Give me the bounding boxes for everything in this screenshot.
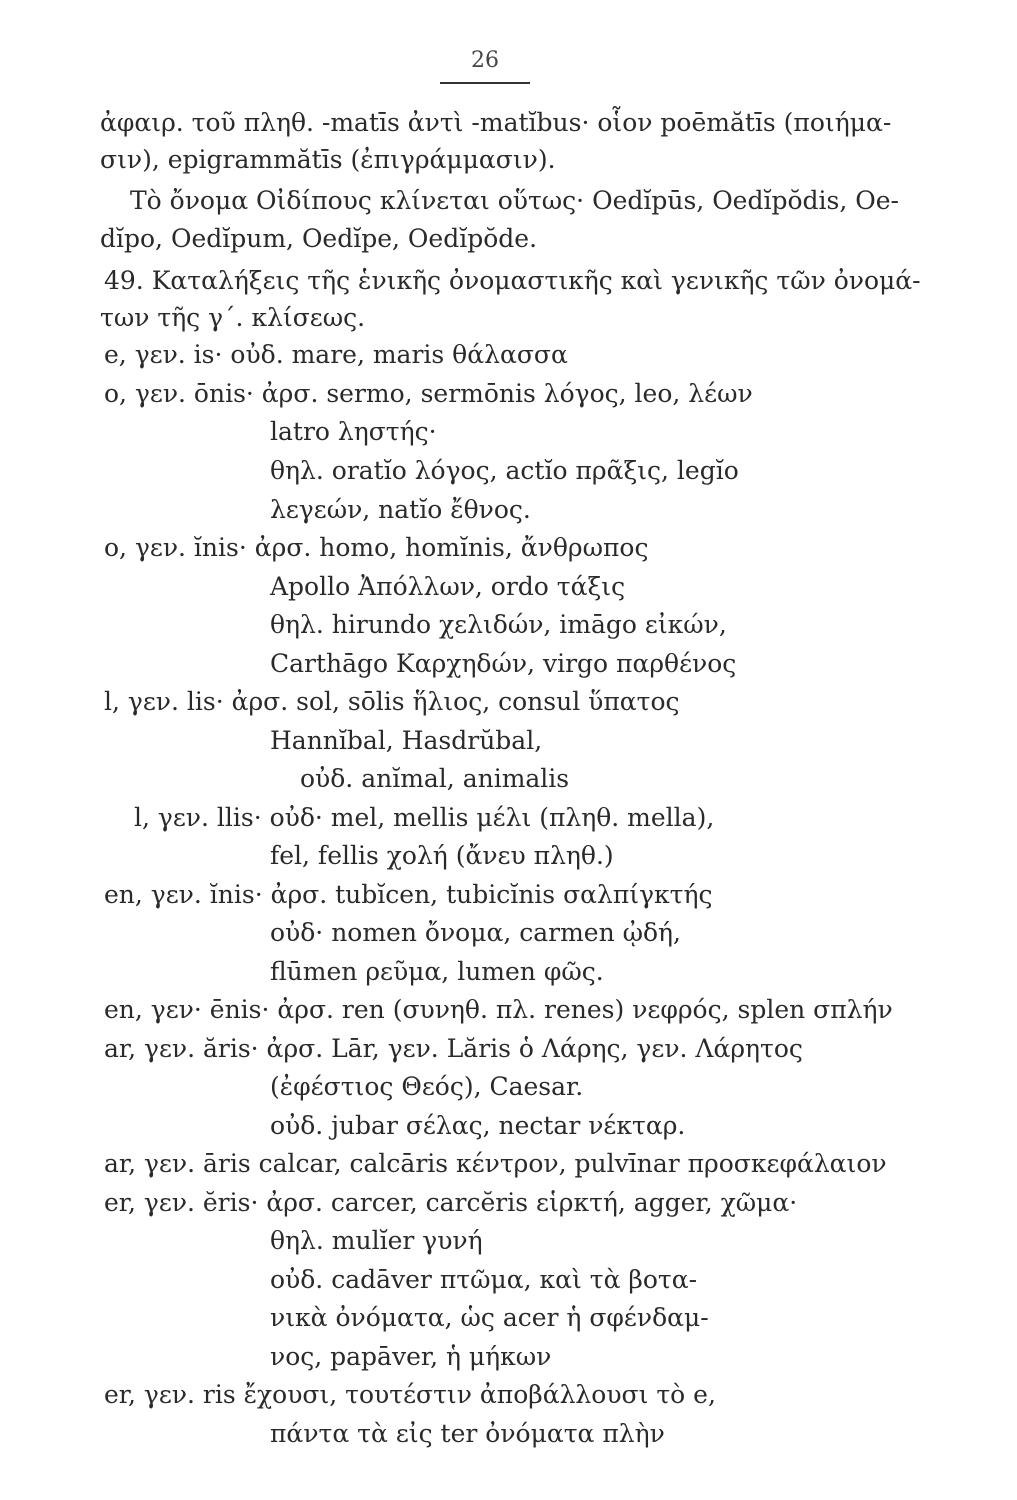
entry-continuation: Carthāgo Καρχηδών, virgo παρθένος [270,649,737,678]
ending-entry: en, γεν. ĭnis· ἀρσ. tubĭcen, tubicĭnis σαλπίγκτής [104,880,713,909]
section-heading: 49. Καταλήξεις τῆς ἑνικῆς ὀνομαστικῆς καὶ γενικῆς τῶν ὀνομά- [104,266,921,295]
entry-continuation: Apollo Ἀπόλλων, ordo τάξις [270,572,626,601]
ending-entry: er, γεν. ĕris· ἀρσ. carcer, carcĕris εἱρκτή, agger, χῶμα· [104,1188,798,1217]
entry-continuation: θηλ. oratĭo λόγος, actĭo πρᾶξις, legĭo [270,456,739,485]
entry-continuation: οὐδ. anĭmal, animalis [300,764,570,793]
entry-continuation: fel, fellis χολή (ἄνευ πληθ.) [270,841,614,870]
entry-continuation: οὐδ. cadāver πτῶμα, καὶ τὰ βοτα- [270,1265,698,1294]
entry-continuation: οὐδ. jubar σέλας, nectar νέκταρ. [270,1111,686,1140]
ending-entry: o, γεν. ĭnis· ἀρσ. homo, homĭnis, ἄνθρωπος [104,533,649,562]
text-line: ἀφαιρ. τοῦ πληθ. -matīs ἀντὶ -matĭbus· οἷον poēmătīs (ποιήμα- [100,108,892,137]
section-heading-cont: των τῆς γ΄. κλίσεως. [100,303,366,332]
text-line: σιν), epigrammătīs (ἐπιγράμμασιν). [100,145,556,174]
ending-entry: er, γεν. ris ἔχουσι, τουτέστιν ἀποβάλλουσι τὸ e, [104,1380,716,1409]
ending-entry: l, γεν. lis· ἀρσ. sol, sōlis ἥλιος, consul ὕπατος [104,687,680,716]
entry-continuation: Hannĭbal, Hasdrŭbal, [270,726,543,755]
entry-continuation: νικὰ ὀνόματα, ὡς acer ἡ σφένδαμ- [270,1303,709,1332]
ending-entry: en, γεν· ēnis· ἀρσ. ren (συνηθ. πλ. renes) νεφρός, splen σπλήν [104,995,893,1024]
entry-continuation: πάντα τὰ εἰς ter ὀνόματα πλὴν [270,1419,665,1448]
text-line: dĭpo, Oedĭpum, Oedĭpe, Oedĭpŏde. [100,224,538,253]
ending-entry: ar, γεν. āris calcar, calcāris κέντρον, pulvīnar προσκεφάλαιον [104,1149,887,1178]
entry-continuation: οὐδ· nomen ὄνομα, carmen ᾠδή, [270,918,681,947]
entry-continuation: θηλ. mulĭer γυνή [270,1226,483,1255]
entry-continuation: λεγεών, natĭo ἔθνος. [270,495,531,524]
entry-continuation: flūmen ρεῦμα, lumen φῶς. [270,957,604,986]
text-line: Τὸ ὄνομα Οἰδίπους κλίνεται οὕτως· Oedĭpūs, Oedĭpŏdis, Oe- [130,186,899,215]
entry-continuation: (ἐφέστιος Θεός), Caesar. [270,1072,584,1101]
entry-continuation: νος, papāver, ἡ μήκων [270,1342,552,1371]
entry-continuation: θηλ. hirundo χελιδών, imāgo εἰκών, [270,610,727,639]
page-number: 26 [471,48,499,73]
ending-entry: o, γεν. ōnis· ἀρσ. sermo, sermōnis λόγος, leo, λέων [104,379,753,408]
ending-entry: l, γεν. llis· οὐδ· mel, mellis μέλι (πληθ. mella), [134,803,715,832]
ending-entry: e, γεν. is· οὐδ. mare, maris θάλασσα [104,340,568,369]
entry-continuation: latro ληστής· [270,417,437,446]
page-number-rule [440,82,530,84]
ending-entry: ar, γεν. ăris· ἀρσ. Lār, γεν. Lăris ὁ Λάρης, γεν. Λάρητος [104,1034,803,1063]
